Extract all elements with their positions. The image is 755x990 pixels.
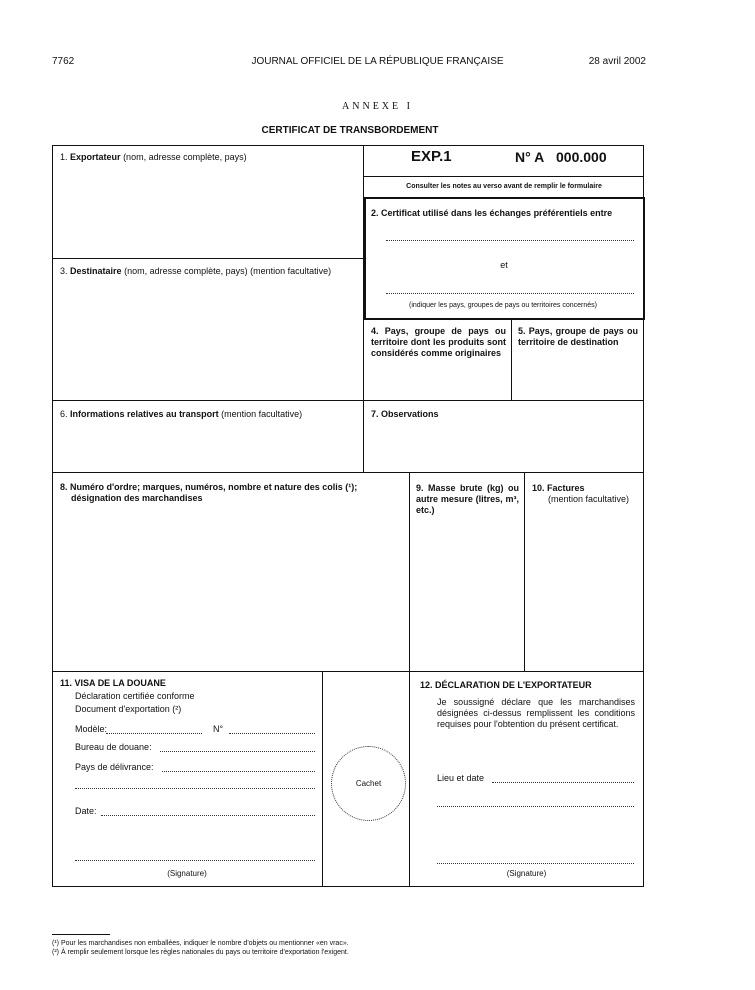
exp-number-prefix: N° A — [515, 149, 545, 165]
cachet-label: Cachet — [355, 779, 382, 788]
box-8-label-line1: 8. Numéro d'ordre; marques, numéros, nombre et nature des colis (¹); — [60, 482, 358, 492]
box-12-title: 12. DÉCLARATION DE L'EXPORTATEUR — [420, 680, 592, 690]
box-12-signature: (Signature) — [506, 869, 547, 878]
box-8-label-line2: désignation des marchandises — [71, 493, 203, 503]
certificate-title: CERTIFICAT DE TRANSBORDEMENT — [261, 125, 439, 136]
box-2-hint: (indiquer les pays, groupes de pays ou territoires concernés) — [409, 302, 597, 309]
journal-title: JOURNAL OFFICIEL DE LA RÉPUBLIQUE FRANÇAISE — [251, 56, 504, 67]
box-11-declaration: Déclaration certifiée conforme — [75, 691, 195, 701]
box-12-declaration-text: Je soussigné déclare que les marchandises désignées ci-dessus remplissent les conditions requises pour l'obtention du présent certificat. — [437, 697, 635, 729]
footnote-2: (²) À remplir seulement lorsque les règles nationales du pays ou territoire d'exportation l'exigent. — [52, 949, 349, 956]
box-2-et: et — [500, 260, 508, 270]
box-11-signature: (Signature) — [167, 869, 207, 878]
box-6-transport-label: 6. Informations relatives au transport (mention facultative) — [60, 409, 303, 419]
box-9-label: 9. Masse brute (kg) ou autre mesure (litres, m³, etc.) — [416, 483, 519, 515]
box-5-label: 5. Pays, groupe de pays ou territoire de destination — [518, 326, 638, 347]
annex-label: ANNEXE I — [342, 101, 413, 112]
box-11-title: 11. VISA DE LA DOUANE — [60, 678, 166, 688]
exp-notice: Consulter les notes au verso avant de remplir le formulaire — [406, 183, 602, 190]
box-11-bureau-label: Bureau de douane: — [75, 742, 152, 752]
box-11-no-label: N° — [213, 724, 224, 734]
box-4-label: 4. Pays, groupe de pays ou territoire dont les produits sont considérés comme originaires — [371, 326, 506, 358]
box-11-modele-label: Modèle: — [75, 724, 108, 734]
page-number: 7762 — [52, 56, 75, 67]
box-2-label: 2. Certificat utilisé dans les échanges préférentiels entre — [371, 208, 613, 218]
box-7-label: 7. Observations — [371, 409, 439, 419]
exp-code: EXP.1 — [411, 148, 452, 165]
box-1-exporter-label: 1. Exportateur (nom, adresse complète, pays) — [60, 152, 247, 162]
publication-date: 28 avril 2002 — [588, 56, 646, 67]
box-11-document: Document d'exportation (²) — [75, 704, 182, 714]
box-10-label: 10. Factures — [532, 483, 585, 493]
box-10-note: (mention facultative) — [548, 494, 630, 504]
box-3-consignee-label: 3. Destinataire (nom, adresse complète, pays) (mention facultative) — [60, 266, 332, 276]
exp-number: 000.000 — [556, 149, 607, 165]
box-11-pays-label: Pays de délivrance: — [75, 762, 154, 772]
box-11-date-label: Date: — [75, 806, 97, 816]
footnote-1: (¹) Pour les marchandises non emballées, indiquer le nombre d'objets ou mentionner «en vrac». — [52, 940, 349, 947]
box-12-lieu-label: Lieu et date — [437, 773, 485, 783]
